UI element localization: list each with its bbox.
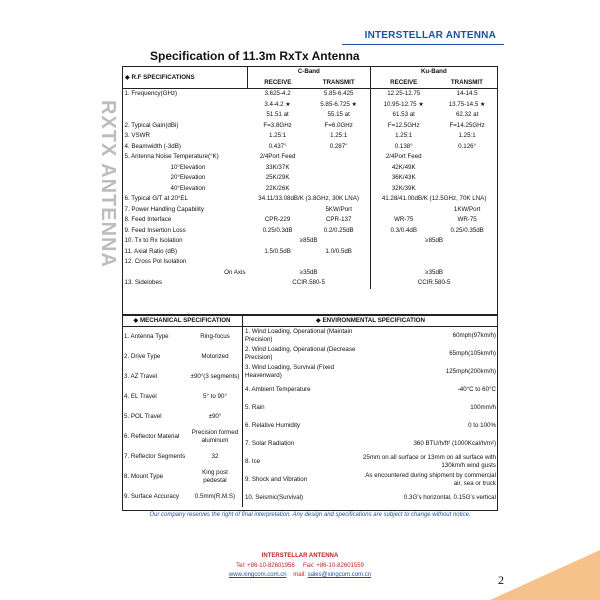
rf-row-label: 6. Typical G/T at 20°EL [124,195,188,203]
mech-row-label: 5. POL Travel [124,413,162,421]
env-row-value: 0.3G's horizontal, 0.15G's vertical [403,494,496,502]
kuband-transmit: TRANSMIT [437,78,498,89]
rf-kuband-receive: 61.53 at [392,111,415,119]
mech-row-value: Ring-focus [200,333,230,341]
rf-kuband-receive: 36K/43K [391,174,416,182]
cband-receive: RECEIVE [248,78,308,89]
disclaimer: Our company reserves the right of final interpretation. Any design and specifications are subject to change without notice. [149,512,471,518]
mech-row-label: 6. Reflector Material [124,433,180,441]
rf-cband-receive: 1.5/0.5dB [264,247,291,255]
env-row-value: -40°C to 60°C [457,386,496,394]
rf-kuband-receive: 1.25:1 [395,132,413,140]
rf-cband-value: 34.11/33.08dB/K (3.8GHz, 30K LNA) [248,194,371,205]
env-row-label: 1. Wind Loading, Operational (Maintain Precision) [244,328,353,343]
env-row-label: 8. Ice [244,458,261,466]
rf-kuband-transmit: WR-75 [457,216,477,224]
env-row-label: 4. Ambient Temperature [244,386,311,394]
rf-cband-receive: 51.51 at [266,111,289,119]
rf-row-label: 13. Sidelobes [124,279,162,287]
rf-row-label: 8. Feed Interface [124,216,172,224]
mech-row-label: 1. Antenna Type [124,333,169,341]
env-row-value: 125mph(200km/h) [445,368,496,376]
rf-kuband-transmit: 1KW/Port [453,205,481,213]
brand-underline [342,44,504,45]
mech-row-value: 0.5mm(R.M.S) [194,493,236,501]
cband-transmit: TRANSMIT [308,78,371,89]
rf-kuband-transmit: 0.25/0.35dB [450,226,484,234]
cband-header: C-Band [248,67,371,78]
mech-row-value: 32 [211,453,219,461]
rf-row-label: 40°Elevation [170,184,206,192]
mech-row-value: King post pedestal [202,469,228,484]
rf-cband-receive: 0.25/0.3dB [262,226,293,234]
mech-row-value: 5° to 90° [203,393,227,401]
corner-decoration [450,530,600,600]
rf-cband-transmit: 5.85-6.725 ★ [308,100,371,111]
mech-env-border [122,314,498,511]
rf-kuband-transmit: F=14.25GHz [449,121,485,129]
footer-mail-link[interactable]: sales@xingcom.com.cn [307,572,372,579]
footer-company: INTERSTELLAR ANTENNA [261,553,339,559]
env-row-label: 9. Shock and Vibration [244,476,308,484]
rf-row-label: 5. Antenna Noise Temperature(°K) [124,153,219,161]
rf-kuband-transmit: 14-14.5 [456,90,478,98]
mech-row-label: 9. Surface Accuracy [124,493,180,501]
brand-header: INTERSTELLAR ANTENNA [364,30,496,41]
rf-cband-receive: CPR-229 [264,216,291,224]
rf-row-label: 10°Elevation [170,163,206,171]
side-title: RXTX ANTENNA [97,100,119,268]
rf-table-border [122,66,498,316]
rf-row-label: 9. Feed Insertion Loss [124,226,186,234]
env-row-label: 2. Wind Loading, Operational (Decrease Precision) [244,346,356,361]
rf-cband-receive: 3.625-4.2 [264,90,291,98]
rf-kuband-transmit: 1.25:1 [458,132,476,140]
rf-kuband-value: ≥35dB [425,268,444,276]
rf-cband-receive: 33K/37K [265,163,290,171]
mech-row-value: Motorized [201,353,229,361]
rf-cband-transmit: 55.15 at [308,110,371,121]
rf-kuband-value: 41.28/41.00dB/K (12.5GHz, 70K LNA) [381,195,487,203]
rf-row-label: 11. Axial Ratio (dB) [124,247,178,255]
rf-kuband-receive: 0.138° [394,142,413,150]
rf-row-label: 20°Elevation [170,174,206,182]
footer-website-link[interactable]: www.xingcom.com.cn [228,572,287,579]
footer-fax: Fax: +86-10-82601559 [303,562,364,569]
rf-kuband-receive: 32K/39K [391,184,416,192]
rf-cband-receive: F=3.8GHz [263,121,292,129]
kuband-receive: RECEIVE [370,78,437,89]
rf-cband-value: ≥85dB [248,236,371,247]
env-row-value: As encountered during shipment by commercial air, sea or truck [365,472,496,487]
page-number: 2 [498,573,504,587]
rf-cband-receive: 0.437° [268,142,287,150]
env-header: ◆ ENVIRONMENTAL SPECIFICATION [242,315,498,327]
env-row-value: 360 BTU/h/ft² (1000Kcal/h/m²) [413,440,496,448]
mech-row-label: 8. Mount Type [124,473,164,481]
env-row-label: 6. Relative Humidity [244,422,301,430]
mech-row-value: ±90° [208,413,222,421]
page-title: Specification of 11.3m RxTx Antenna [150,49,360,63]
rf-row-label: 7. Power Handling Capability [124,205,204,213]
rf-kuband-receive: 12.25-12.75 [387,90,421,98]
footer [200,552,400,581]
rf-kuband-transmit: 0.126° [458,142,477,150]
mech-row-label: 3. AZ Travel [124,373,158,381]
rf-cband-value: CCIR.580-5 [248,278,371,289]
rf-cband-transmit: 0.2/0.25dB [308,226,371,237]
rf-cband-transmit: 5.85-6.425 [308,89,371,100]
rf-kuband-receive: 42K/49K [391,163,416,171]
rf-kuband-receive: WR-75 [394,216,414,224]
rf-cband-receive: 1.25:1 [268,132,287,140]
env-row-value: 65mph(105km/h) [449,350,496,358]
rf-kuband-receive: F=12.5GHz [387,121,420,129]
rf-cband-transmit: 5KW/Port [308,205,371,216]
rf-cband-transmit: 1.25:1 [308,131,371,142]
rf-kuband-value: CCIR.580-5 [417,279,451,287]
env-row-value: 100mm/h [470,404,496,412]
env-row-label: 5. Rain [244,404,265,412]
env-row-value: 0 to 100% [468,422,496,430]
mech-row-label: 2. Drive Type [124,353,161,361]
env-row-label: 10. Seismic(Survival) [244,494,304,502]
kuband-header: Ku-Band [370,67,497,78]
footer-mail-label: mail: [293,572,306,579]
rf-cband-transmit: F=6.0GHz [308,121,371,132]
mech-header: ◆ MECHANICAL SPECIFICATION [122,315,242,327]
rf-cband-value: ≥35dB [248,268,371,279]
rf-cband-transmit: 1.0/0.5dB [308,247,371,258]
rf-cband-receive: 3.4-4.2 ★ [264,100,291,108]
env-row-value: 25mm on all surface or 13mm on all surface with 130km/h wind gusts [362,454,496,469]
env-row-value: 60mph(97km/h) [452,332,496,340]
env-row-label: 7. Solar Radiation [244,440,295,448]
rf-row-label: On Axis [224,268,246,276]
rf-cband-receive: 22K/26K [265,184,290,192]
mech-row-value: Precision formed aluminum [191,429,239,444]
mech-row-label: 7. Reflector Segments [124,453,186,461]
rf-header: ◆ R.F SPECIFICATIONS [123,67,248,89]
rf-kuband-receive: 0.3/0.4dB [390,226,417,234]
rf-cband-receive: 25K/29K [265,174,290,182]
rf-row-label: 12. Cross Pol Isolation [124,258,187,266]
rf-row-label: 10. Tx to Rx Isolation [124,237,183,245]
rf-kuband-receive: 2/4Port Feed [385,153,422,161]
rf-kuband-value: ≥85dB [425,237,444,245]
mech-row-value: ±90°(3 segments) [190,373,240,381]
rf-kuband-transmit: 13.75-14.5 ★ [448,100,486,108]
footer-tel: Tel: +86-10-82601956 [236,562,295,569]
rf-row-label: 4. Beamwidth (-3dB) [124,142,181,150]
rf-cband-transmit: CPR-137 [308,215,371,226]
rf-row-label: 1. Frequency(GHz) [124,90,178,98]
rf-kuband-receive: 10.95-12.75 ★ [383,100,424,108]
rf-cband-transmit: 0.287° [308,142,371,153]
rf-kuband-transmit: 62.32 at [455,111,479,119]
env-row-label: 3. Wind Loading, Survival (Fixed Heavenward) [244,364,335,379]
mech-row-label: 4. EL Travel [124,393,157,401]
rf-row-label: 3. VSWR [124,132,150,140]
rf-row-label: 2. Typical Gain(dBi) [124,121,179,129]
rf-cband-receive: 2/4Port Feed [259,153,296,161]
